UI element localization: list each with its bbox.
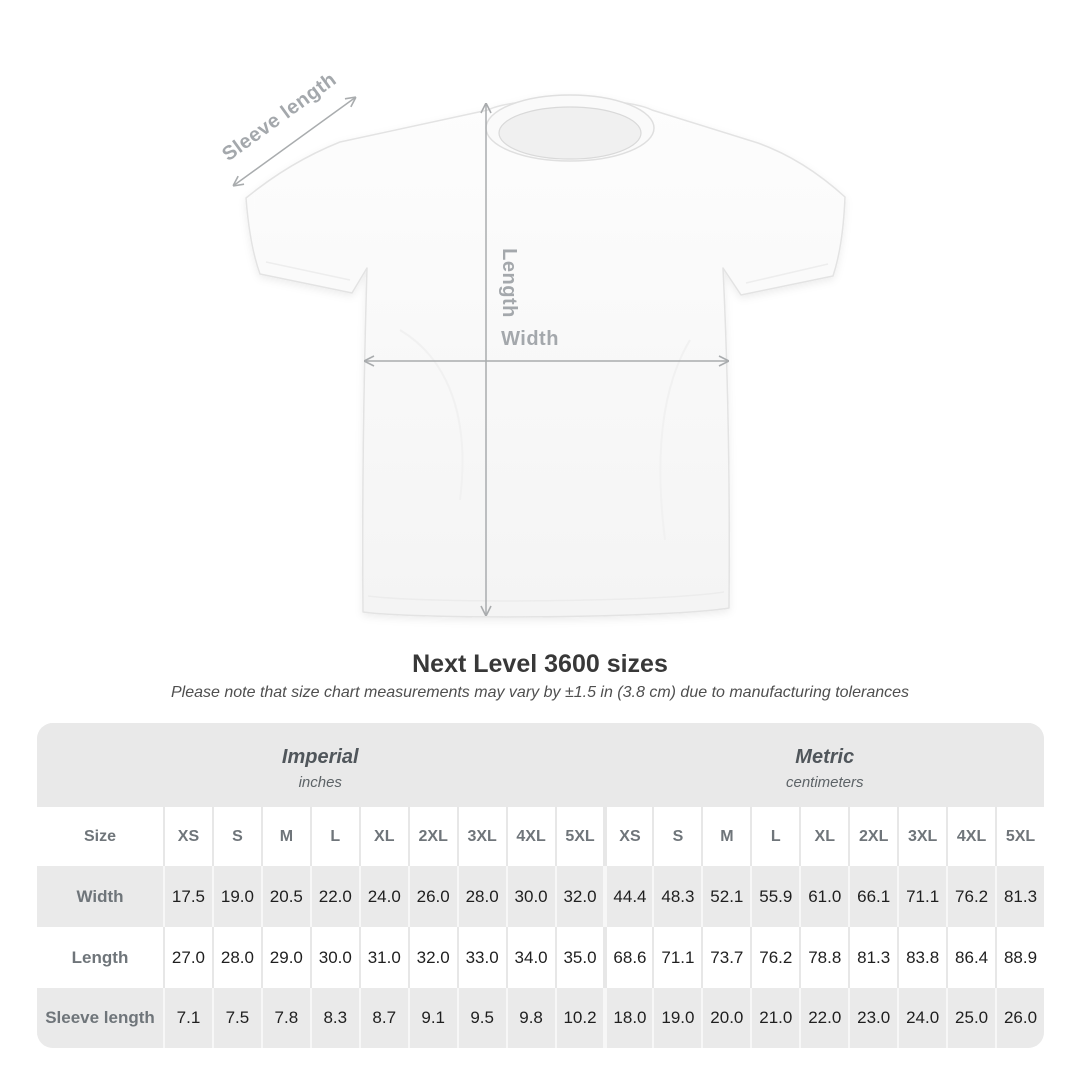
measurement-cell: 81.3 <box>850 927 897 988</box>
size-column-header: XS <box>605 807 652 866</box>
measurement-cell: 81.3 <box>997 866 1044 927</box>
size-column-header: 2XL <box>850 807 897 866</box>
imperial-label: Imperial <box>281 745 359 768</box>
measurement-cell: 22.0 <box>801 988 848 1048</box>
length-label: Length <box>498 248 520 318</box>
size-column-header: 4XL <box>948 807 995 866</box>
measurement-cell: 34.0 <box>508 927 555 988</box>
size-column-header: M <box>263 807 310 866</box>
measurement-cell: 28.0 <box>214 927 261 988</box>
measurement-cell: 44.4 <box>605 866 652 927</box>
measurement-cell: 76.2 <box>948 866 995 927</box>
row-label: Length <box>37 927 163 988</box>
measurement-cell: 28.0 <box>459 866 506 927</box>
row-label: Sleeve length <box>37 988 163 1048</box>
size-column-header: L <box>752 807 799 866</box>
measurement-cell: 30.0 <box>508 866 555 927</box>
metric-group-header <box>606 723 1045 807</box>
size-column-header: XS <box>165 807 212 866</box>
measurement-cell: 35.0 <box>557 927 604 988</box>
measurement-cell: 31.0 <box>361 927 408 988</box>
size-header-row <box>37 807 1044 866</box>
measurement-cell: 33.0 <box>459 927 506 988</box>
measurement-cell: 78.8 <box>801 927 848 988</box>
measurement-cell: 9.5 <box>459 988 506 1048</box>
tshirt-shape <box>246 95 845 617</box>
measurement-cell: 30.0 <box>312 927 359 988</box>
measurement-cell: 71.1 <box>899 866 946 927</box>
size-column-header: XL <box>361 807 408 866</box>
table-body <box>37 866 1044 1048</box>
measurement-cell: 68.6 <box>605 927 652 988</box>
table-row <box>37 927 1044 988</box>
measurement-cell: 24.0 <box>361 866 408 927</box>
size-column-header: 5XL <box>997 807 1044 866</box>
measurement-cell: 32.0 <box>410 927 457 988</box>
measurement-cell: 9.8 <box>508 988 555 1048</box>
unit-group-row <box>37 723 1044 807</box>
size-column-header: S <box>214 807 261 866</box>
measurement-cell: 73.7 <box>703 927 750 988</box>
metric-unit-label: centimeters <box>785 773 864 791</box>
width-label: Width <box>501 328 559 350</box>
size-column-header: M <box>703 807 750 866</box>
measurement-cell: 55.9 <box>752 866 799 927</box>
row-label: Width <box>37 866 163 927</box>
size-column-header: 3XL <box>899 807 946 866</box>
measurement-cell: 26.0 <box>997 988 1044 1048</box>
size-column-header: XL <box>801 807 848 866</box>
page-title: Next Level 3600 sizes <box>412 650 668 678</box>
size-column-header: S <box>654 807 701 866</box>
size-corner-label: Size <box>37 807 163 866</box>
table-row <box>37 988 1044 1048</box>
measurement-cell: 61.0 <box>801 866 848 927</box>
measurement-cell: 7.5 <box>214 988 261 1048</box>
size-table <box>37 723 1044 1048</box>
measurement-cell: 9.1 <box>410 988 457 1048</box>
measurement-cell: 86.4 <box>948 927 995 988</box>
measurement-cell: 20.5 <box>263 866 310 927</box>
measurement-cell: 29.0 <box>263 927 310 988</box>
measurement-cell: 26.0 <box>410 866 457 927</box>
measurement-cell: 88.9 <box>997 927 1044 988</box>
measurement-cell: 8.3 <box>312 988 359 1048</box>
measurement-cell: 10.2 <box>557 988 604 1048</box>
measurement-cell: 21.0 <box>752 988 799 1048</box>
measurement-cell: 48.3 <box>654 866 701 927</box>
measurement-cell: 83.8 <box>899 927 946 988</box>
measurement-cell: 66.1 <box>850 866 897 927</box>
measurement-cell: 22.0 <box>312 866 359 927</box>
size-column-header: 5XL <box>557 807 604 866</box>
tolerance-note: Please note that size chart measurements may vary by ±1.5 in (3.8 cm) due to manufacturing tolerances <box>170 684 910 701</box>
measurement-cell: 32.0 <box>557 866 604 927</box>
measurement-cell: 19.0 <box>654 988 701 1048</box>
imperial-group-header <box>37 723 604 807</box>
measurement-cell: 17.5 <box>165 866 212 927</box>
imperial-unit-label: inches <box>298 773 342 791</box>
metric-label: Metric <box>795 745 855 768</box>
measurement-cell: 8.7 <box>361 988 408 1048</box>
measurement-cell: 27.0 <box>165 927 212 988</box>
size-column-header: 4XL <box>508 807 555 866</box>
measurement-cell: 7.1 <box>165 988 212 1048</box>
measurement-cell: 18.0 <box>605 988 652 1048</box>
size-column-header: L <box>312 807 359 866</box>
measurement-cell: 25.0 <box>948 988 995 1048</box>
measurement-cell: 7.8 <box>263 988 310 1048</box>
measurement-cell: 71.1 <box>654 927 701 988</box>
sleeve-length-label: Sleeve length <box>218 68 341 166</box>
measurement-cell: 20.0 <box>703 988 750 1048</box>
measurement-cell: 19.0 <box>214 866 261 927</box>
size-column-header: 2XL <box>410 807 457 866</box>
measurement-cell: 23.0 <box>850 988 897 1048</box>
measurement-cell: 52.1 <box>703 866 750 927</box>
measurement-cell: 24.0 <box>899 988 946 1048</box>
size-column-header: 3XL <box>459 807 506 866</box>
table-row <box>37 866 1044 927</box>
measurement-cell: 76.2 <box>752 927 799 988</box>
